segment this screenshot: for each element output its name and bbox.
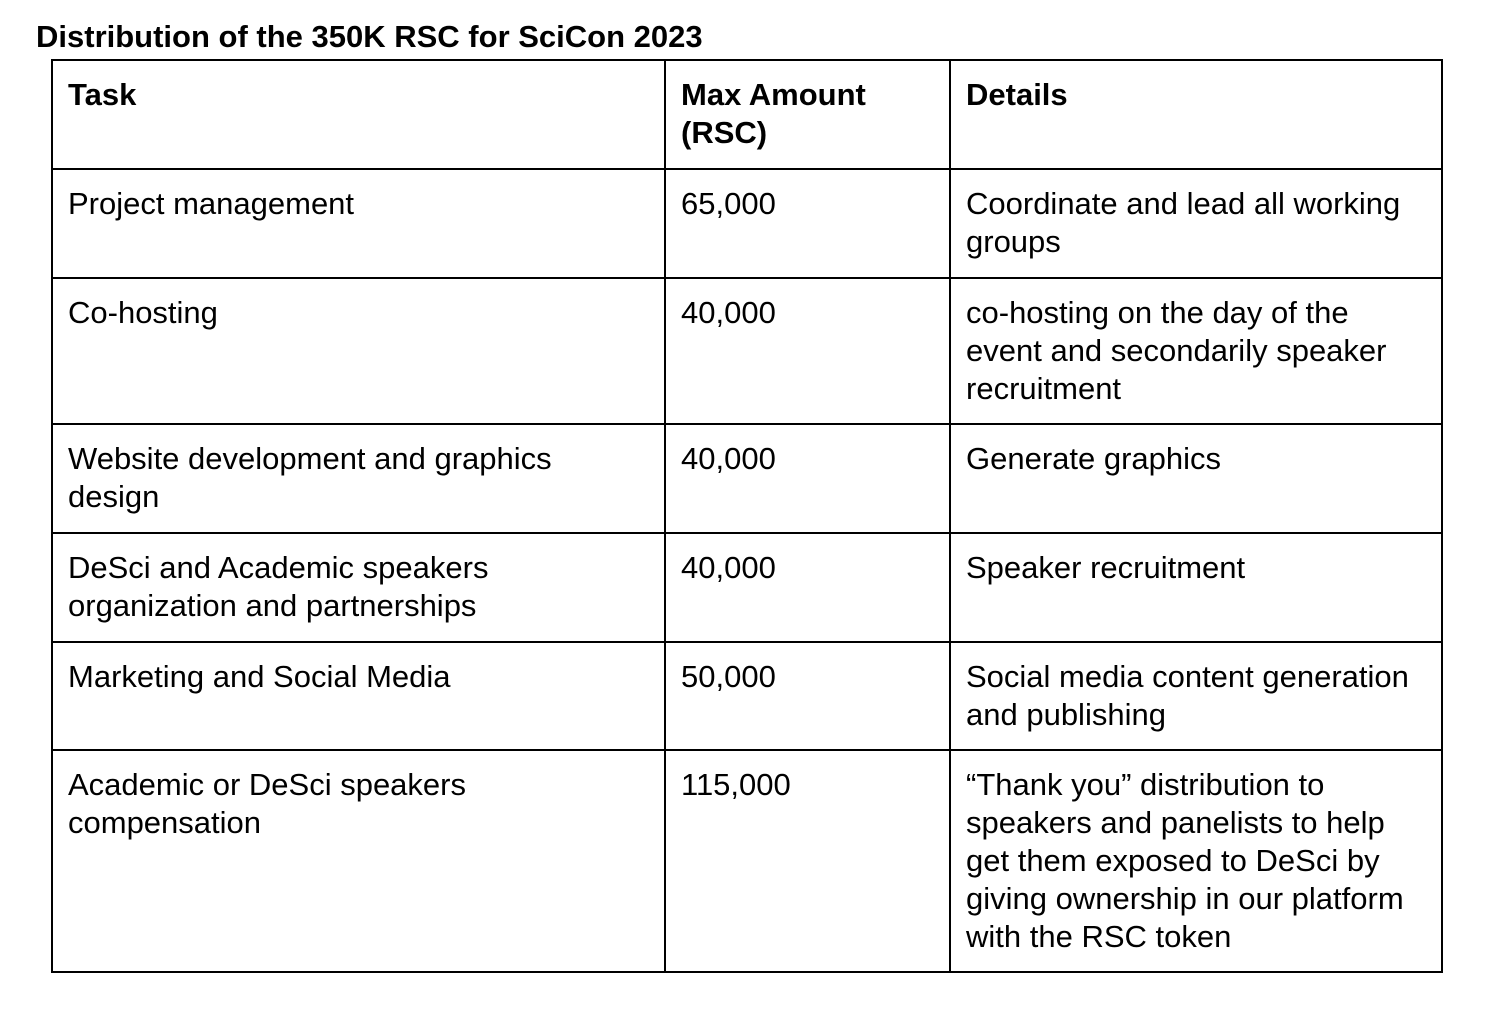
amount-cell: 115,000	[665, 750, 950, 972]
table-row	[52, 533, 1442, 642]
table-row	[52, 750, 1442, 972]
task-cell: Project management	[52, 169, 665, 278]
details-cell: co-hosting on the day of the event and secondarily speaker recruitment	[950, 278, 1442, 424]
task-cell: Marketing and Social Media	[52, 642, 665, 750]
task-cell: Website development and graphics design	[52, 424, 665, 533]
table-row	[52, 278, 1442, 424]
task-cell: DeSci and Academic speakers organization and partnerships	[52, 533, 665, 642]
details-cell: Coordinate and lead all working groups	[950, 169, 1442, 278]
details-cell: “Thank you” distribution to speakers and panelists to help get them exposed to DeSci by giving ownership in our platform with the RSC token	[950, 750, 1442, 972]
header-details: Details	[950, 60, 1442, 169]
details-cell: Social media content generation and publishing	[950, 642, 1442, 750]
header-task: Task	[52, 60, 665, 169]
amount-cell: 50,000	[665, 642, 950, 750]
document-title: Distribution of the 350K RSC for SciCon 2023	[36, 19, 703, 54]
table-row	[52, 424, 1442, 533]
details-cell: Speaker recruitment	[950, 533, 1442, 642]
table-row	[52, 169, 1442, 278]
header-max-amount: Max Amount (RSC)	[665, 60, 950, 169]
amount-cell: 40,000	[665, 278, 950, 424]
amount-cell: 40,000	[665, 533, 950, 642]
task-cell: Co-hosting	[52, 278, 665, 424]
task-cell: Academic or DeSci speakers compensation	[52, 750, 665, 972]
rsc-distribution-table	[51, 59, 1443, 973]
table-row	[52, 642, 1442, 750]
amount-cell: 65,000	[665, 169, 950, 278]
amount-cell: 40,000	[665, 424, 950, 533]
table-header-row	[52, 60, 1442, 169]
details-cell: Generate graphics	[950, 424, 1442, 533]
